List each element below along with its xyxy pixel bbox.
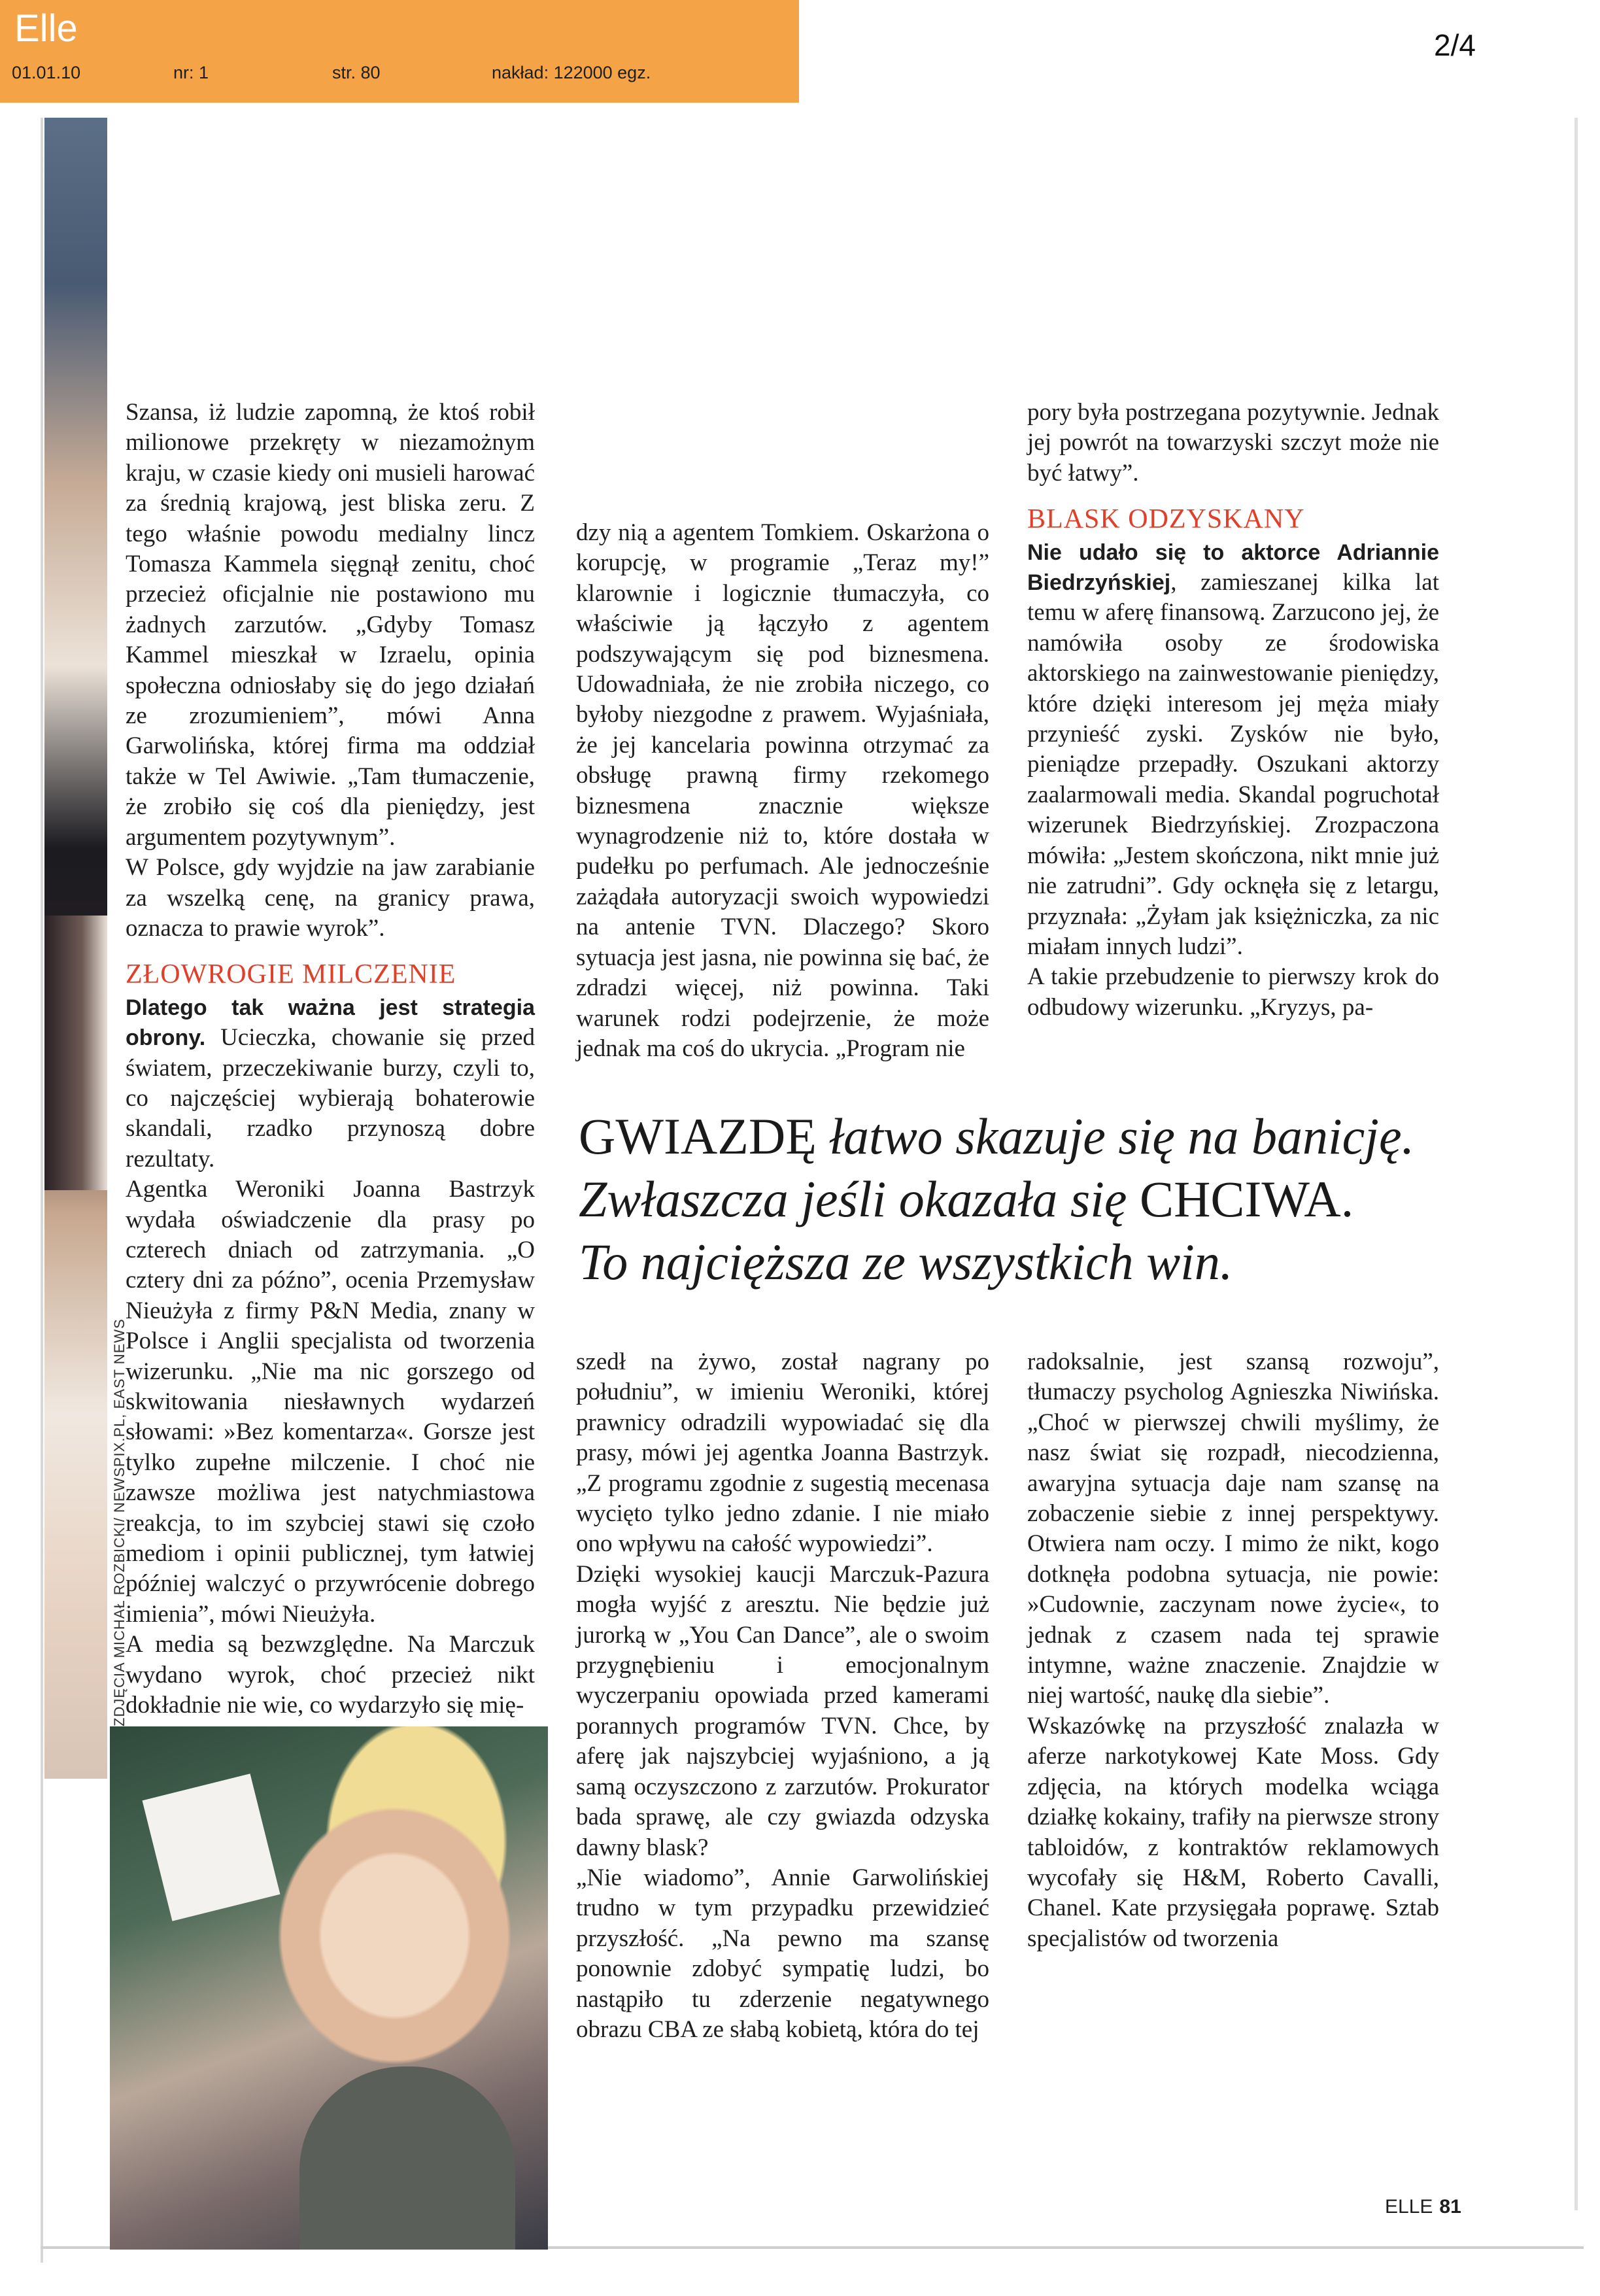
- paragraph-lead: Nie udało się to aktorce Adriannie Biedrzyńskiej, zamieszanej kilka lat temu w aferę finansową. Zarzucono jej, że namówiła osoby ze środowiska aktorskiego na zainwestowanie pieniędzy, które dzięki interesom jej męża miały przynieść zyski. Zysków nie było, pieniądze przepadły. Oszukani aktorzy zaalarmowali media. Skandal pogruchotał wizerunek Biedrzyńskiej. Zrozpaczona mówiła: „Jestem skończona, nikt mnie już nie zatrudni”. Gdy ocknęła się z letargu, przyznała: „Żyłam jak księżniczka, za nic miałam innych ludzi”.: [1027, 540, 1439, 960]
- column-3-bottom: [1027, 1347, 1439, 1954]
- circulation: nakład: 122000 egz.: [492, 63, 651, 82]
- article-photo: [110, 1726, 548, 2250]
- pull-text: To najcięższa ze wszystkich win.: [579, 1233, 1233, 1290]
- paragraph: radoksalnie, jest szansą rozwoju”, tłumaczy psycholog Agnieszka Niwińska. „Choć w pierwszej chwili myślimy, że nasz świat się rozpadł, niecodzienna, awaryjna sytuacja daje nam szansę na zobaczenie siebie z innej perspektywy. Otwiera nam oczy. I mimo że nikt, kogo dotknęła podobna sytuacja, nie powie: »Cudownie, zaczynam nowe życie«, to jednak z czasem nada tej sprawie intymne, ważne znaczenie. Znajdzie w niej wartość, naukę dla siebie”.: [1027, 1348, 1439, 1709]
- photo-credit: ZDJĘCIA MICHAŁ ROZBICKI/ NEWSPIX.PL, EAST NEWS: [111, 1318, 128, 1726]
- autograph-paper: [143, 1773, 281, 1921]
- page-counter: 2/4: [1434, 28, 1476, 62]
- pull-text: Zwłaszcza jeśli okazała się: [579, 1171, 1140, 1227]
- column-1: [126, 398, 535, 1721]
- folio-magazine: ELLE: [1385, 2196, 1433, 2218]
- pull-word: CHCIWA.: [1140, 1171, 1354, 1227]
- lead-in: Dlatego tak ważna jest strategia obrony.: [126, 995, 535, 1051]
- paragraph-lead: Dlatego tak ważna jest strategia obrony. Ucieczka, chowanie się przed światem, przeczekiwanie burzy, czyli to, co najczęściej wybierają bohaterowie skandali, rzadko przynoszą dobre rezultaty.: [126, 995, 535, 1173]
- lead-in: Nie udało się to aktorce Adriannie Biedrzyńskiej: [1027, 540, 1439, 596]
- paragraph: Agentka Weroniki Joanna Bastrzyk wydała oświadczenie dla prasy po czterech dniach od zatrzymania. „O cztery dni za późno”, ocenia Przemysław Nieużyła z firmy P&N Media, znany w Polsce i Anglii specjalista od tworzenia wizerunku. „Nie ma nic gorszego od skwitowania niesławnych wydarzeń słowami: »Bez komentarza«. Gorsze jest tylko zupełne milczenie. I choć nie zawsze możliwa jest natychmiastowa reakcja, to im szybciej stawi się czoło mediom i opinii publicznej, tym łatwiej później walczyć o przywrócenie dobrego imienia”, mówi Nieużyła.: [126, 1176, 535, 1628]
- page-number: str. 80: [332, 63, 381, 82]
- clipping-header: [0, 0, 799, 103]
- paragraph: Szansa, iż ludzie zapomną, że ktoś robił milionowe przekręty w niezamożnym kraju, w czasie kiedy oni musieli harować za średnią krajową, jest bliska zeru. Z tego właśnie powodu medialny lincz Tomasza Kammela sięgnął zenitu, choć przecież oficjalnie nie postawiono mu żadnych zarzutów. „Gdyby Tomasz Kammel mieszkał w Izraelu, opinia społeczna odniosłaby się do jego działań ze zrozumieniem”, mówi Anna Garwolińska, której firma ma oddział także w Tel Awiwie. „Tam tłumaczenie, że zrobiło się coś dla pieniędzy, jest argumentem pozytywnym”.: [126, 399, 535, 851]
- subheading-zlowrogie: ZŁOWROGIE MILCZENIE: [126, 959, 456, 990]
- pull-quote: [579, 1105, 1520, 1294]
- paragraph: szedł na żywo, został nagrany po południu”, w imieniu Weroniki, której prawnicy odradzili wypowiadać się dla prasy, mówi jej agentka Joanna Bastrzyk. „Z programu zgodnie z sugestią mecenasa wycięto tylko jedno zdanie. I nie miało ono wpływu na całość wypowiedzi”.: [576, 1348, 989, 1558]
- column-2-bottom: [576, 1347, 989, 2045]
- magazine-name: Elle: [14, 7, 78, 50]
- paragraph: Wskazówkę na przyszłość znalazła w aferze narkotykowej Kate Moss. Gdy zdjęcia, na których modelka wciąga działkę kokainy, trafiły na pierwsze strony tabloidów, z kontraktów reklamowych wycofały się H&M, Roberto Cavalli, Chanel. Kate przysięgała poprawę. Sztab specjalistów od tworzenia: [1027, 1712, 1439, 1952]
- paragraph: A media są bezwzględne. Na Marczuk wydano wyrok, choć przecież nikt dokładnie nie wie, co wydarzyło się mię-: [126, 1631, 535, 1719]
- paragraph: „Nie wiadomo”, Annie Garwolińskiej trudno w tym przypadku przewidzieć przyszłość. „Na pewno ma szansę ponownie zdobyć sympatię ludzi, bo nastąpiło tu zderzenie negatywnego obrazu CBA ze słabą kobietą, która do tej: [576, 1864, 989, 2043]
- paragraph: A takie przebudzenie to pierwszy krok do odbudowy wizerunku. „Kryzys, pa-: [1027, 963, 1439, 1021]
- issue-date: 01.01.10: [12, 63, 81, 82]
- column-3-top: [1027, 398, 1439, 1023]
- photo-figure: [299, 2066, 515, 2250]
- subheading-blask: BLASK ODZYSKANY: [1027, 504, 1305, 535]
- paragraph: W Polsce, gdy wyjdzie na jaw zarabianie za wszelką cenę, na granicy prawa, oznacza to prawie wyrok”.: [126, 854, 535, 942]
- scan-edge-left: [41, 118, 43, 2263]
- pull-text: łatwo skazuje się na banicję.: [816, 1108, 1415, 1165]
- column-2-top: [576, 518, 989, 1064]
- paragraph: Dzięki wysokiej kaucji Marczuk-Pazura mogła wyjść z aresztu. Nie będzie już jurorką w „You Can Dance”, ale o swoim przygnębieniu i emocjonalnym wyczerpaniu opowiada przed kamerami porannych programów TVN. Chce, by aferę jak najszybciej wyjaśniono, a ją samą oczyszczono z zarzutów. Prokurator bada sprawę, ale czy gwiazda odzyska dawny blask?: [576, 1560, 989, 1861]
- side-photo-strip: [44, 118, 107, 1779]
- pull-word: GWIAZDĘ: [579, 1108, 817, 1165]
- folio: [1385, 2196, 1461, 2218]
- scan-edge-right: [1574, 118, 1578, 2210]
- paragraph: pory była postrzegana pozytywnie. Jednak jej powrót na towarzyski szczyt może nie być łatwy”.: [1027, 399, 1439, 487]
- folio-number: 81: [1439, 2196, 1461, 2218]
- paragraph: dzy nią a agentem Tomkiem. Oskarżona o korupcję, w programie „Teraz my!” klarownie i logicznie tłumaczyła, co właściwie ją łączyło z agentem podszywającym się pod biznesmena. Udowadniała, że nie zrobiła niczego, co byłoby niezgodne z prawem. Wyjaśniała, że jej kancelaria powinna otrzymać za obsługę prawną firmy rzekomego biznesmena znacznie większe wynagrodzenie niż to, które dostała w pudełku po perfumach. Ale jednocześnie zażądała autoryzacji swoich wypowiedzi na antenie TVN. Dlaczego? Skoro sytuacja jest jasna, nie powinna się bać, że zdradzi więcej, niż powinna. Taki warunek rodzi podejrzenie, że może jednak ma coś do ukrycia. „Program nie: [576, 519, 989, 1062]
- issue-number: nr: 1: [173, 63, 209, 82]
